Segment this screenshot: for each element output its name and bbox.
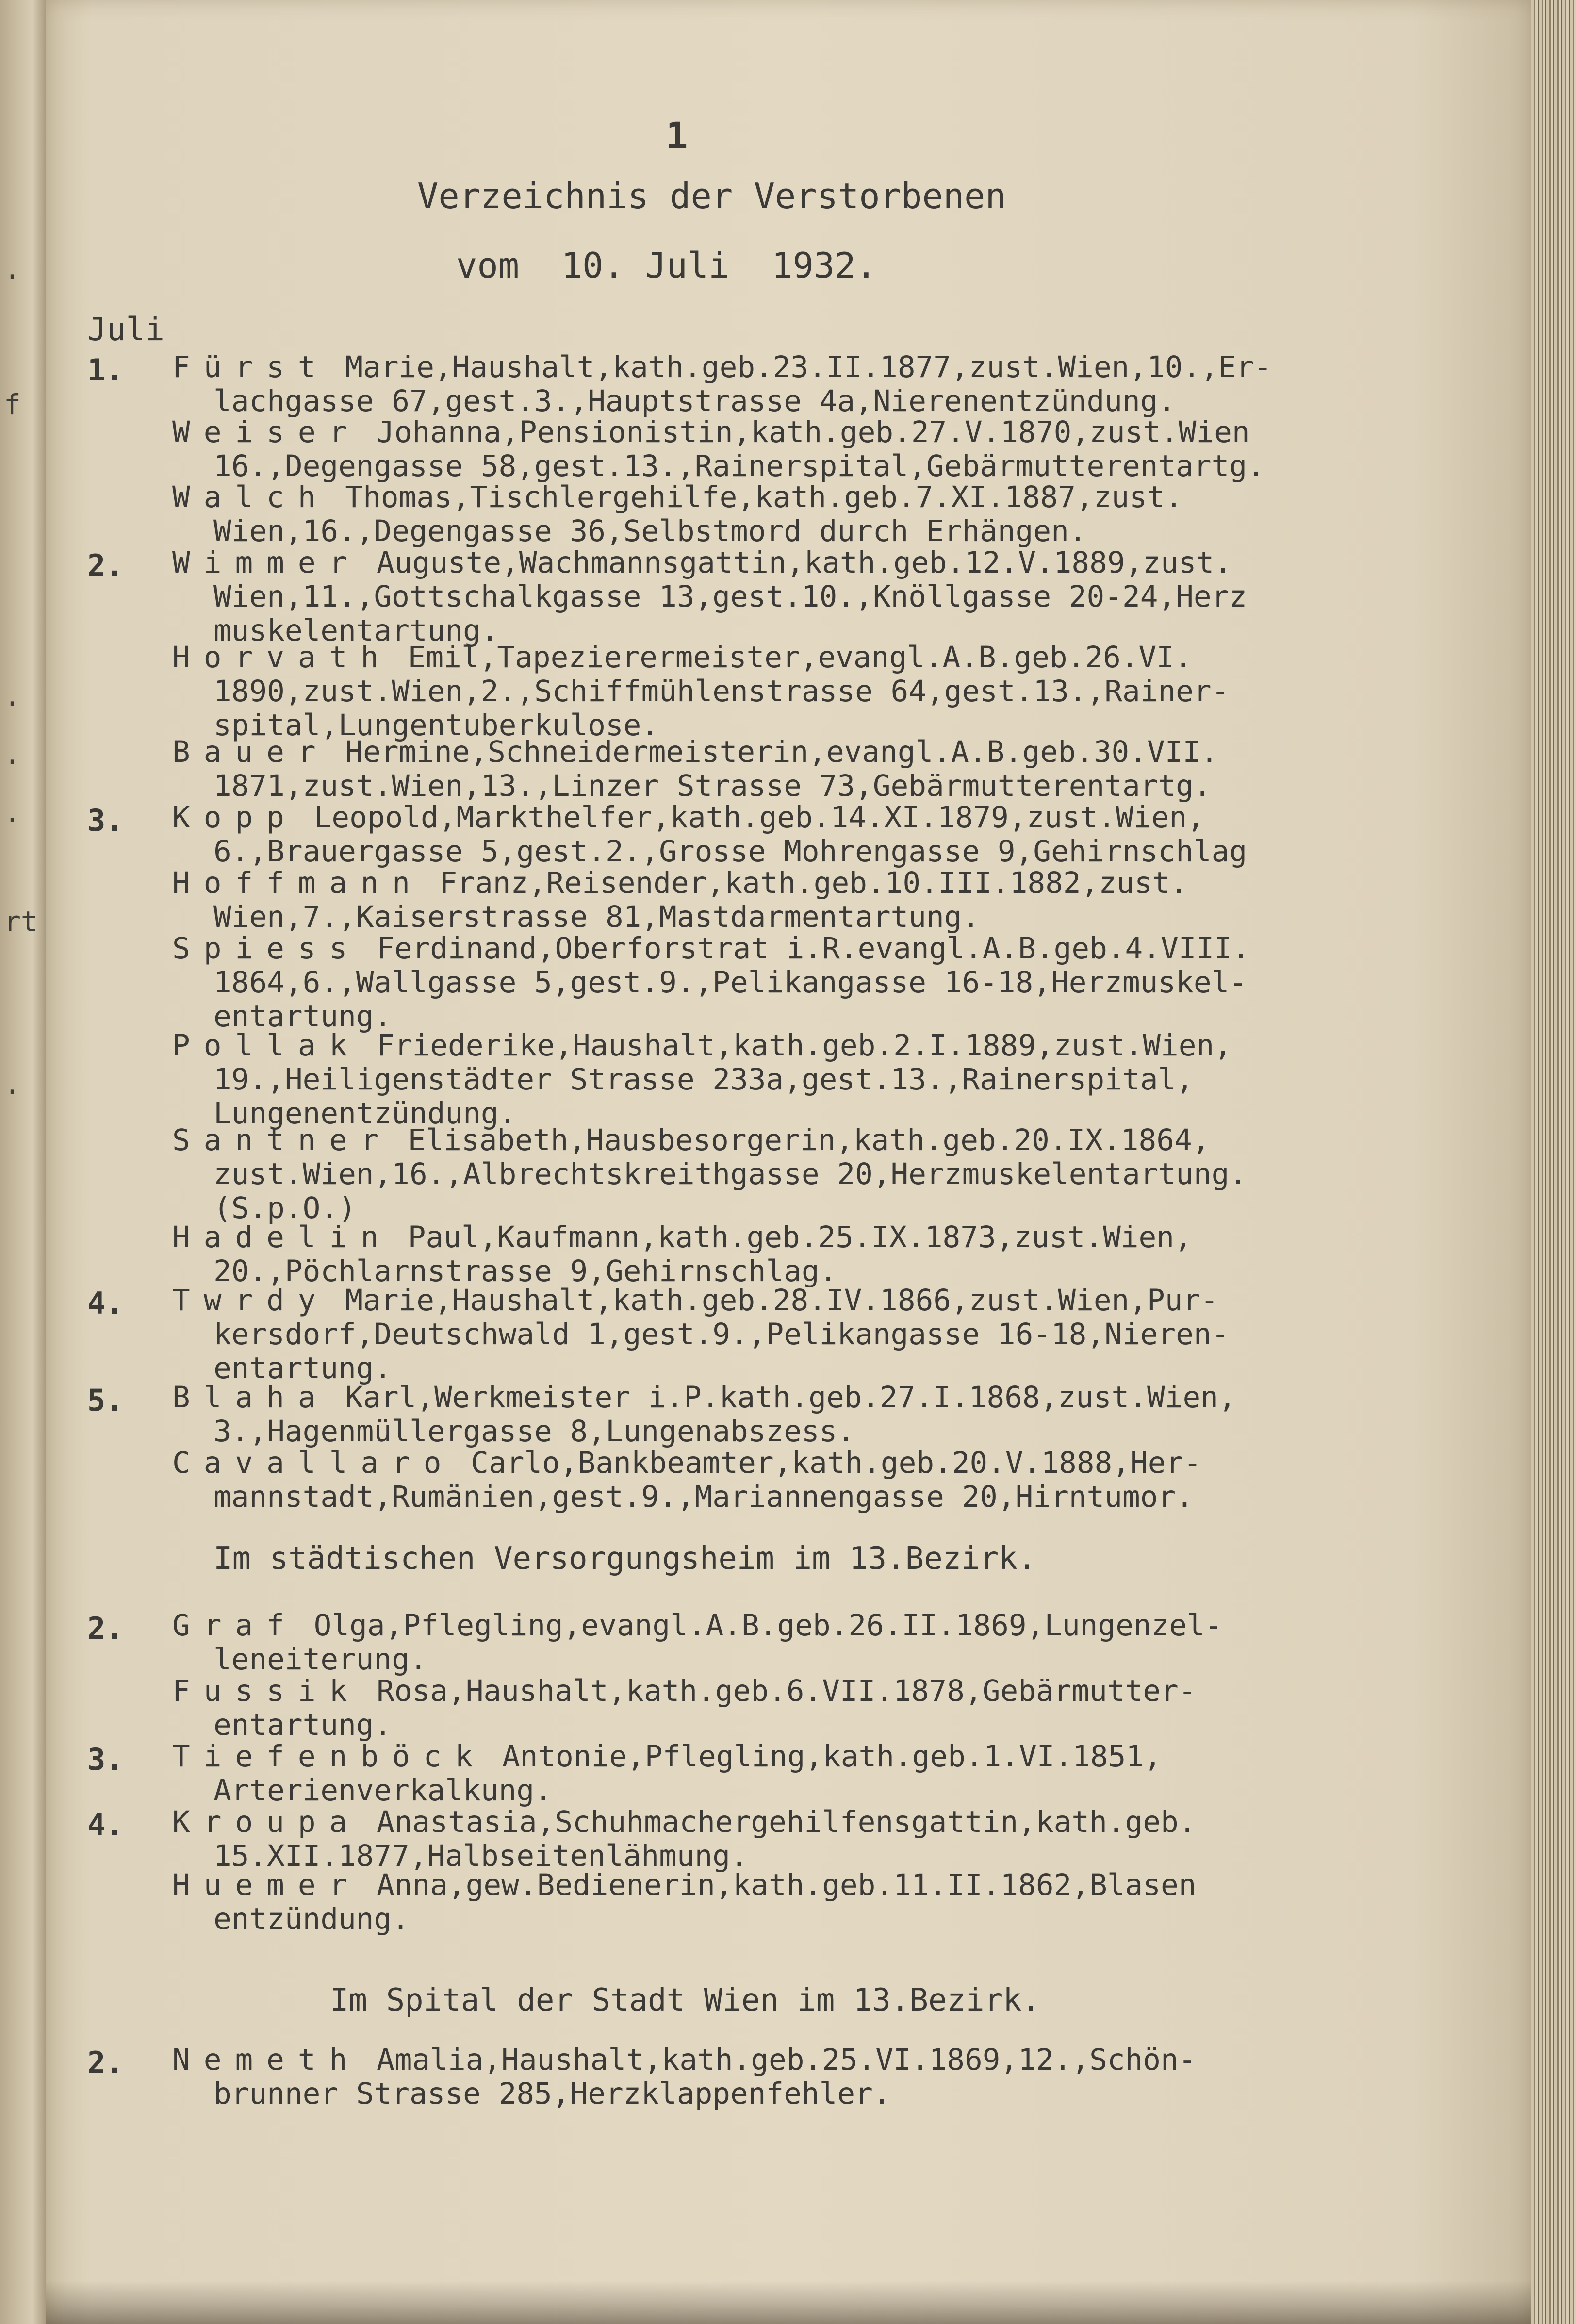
entry-line: kersdorf,Deutschwald 1,gest.9.,Pelikangasse 16-18,Nieren- bbox=[213, 1317, 1230, 1352]
page-bottom-shadow bbox=[46, 2281, 1531, 2324]
entry-line: Cavallaro Carlo,Bankbeamter,kath.geb.20.V.1888,Her- bbox=[172, 1446, 1201, 1480]
register-entry bbox=[172, 1740, 1444, 1808]
register-entry bbox=[172, 2043, 1444, 2111]
entry-day: 3. bbox=[87, 803, 124, 838]
entry-line: zust.Wien,16.,Albrechtskreithgasse 20,Herzmuskelentartung. bbox=[213, 1157, 1248, 1191]
entry-surname: Weiser bbox=[172, 415, 361, 449]
entry-line: spital,Lungentuberkulose. bbox=[213, 708, 659, 742]
entry-line: 1871,zust.Wien,13.,Linzer Strasse 73,Gebärmutterentartg. bbox=[213, 769, 1212, 803]
entry-line: leneiterung. bbox=[213, 1642, 427, 1677]
entry-line: Spiess Ferdinand,Oberforstrat i.R.evangl.A.B.geb.4.VIII. bbox=[172, 931, 1250, 966]
entry-day: 3. bbox=[87, 1742, 124, 1777]
entry-line: Blaha Karl,Werkmeister i.P.kath.geb.27.I.1868,zust.Wien, bbox=[172, 1380, 1236, 1415]
entry-line: Wien,16.,Degengasse 36,Selbstmord durch Erhängen. bbox=[213, 514, 1087, 548]
entry-line: Graf Olga,Pflegling,evangl.A.B.geb.26.II.1869,Lungenzel- bbox=[172, 1608, 1223, 1643]
entry-surname: Fürst bbox=[172, 350, 329, 384]
entry-line: 15.XII.1877,Halbseitenlähmung. bbox=[213, 1839, 748, 1873]
register-entry bbox=[172, 735, 1444, 803]
register-entry bbox=[172, 1674, 1444, 1742]
entry-line: Walch Thomas,Tischlergehilfe,kath.geb.7.XI.1887,zust. bbox=[172, 480, 1183, 514]
entry-line: Arterienverkalkung. bbox=[213, 1773, 552, 1808]
entry-surname: Hadelin bbox=[172, 1220, 393, 1254]
entry-line: Fürst Marie,Haushalt,kath.geb.23.II.1877,zust.Wien,10.,Er- bbox=[172, 350, 1272, 384]
entry-surname: Fussik bbox=[172, 1674, 361, 1708]
entry-surname: Pollak bbox=[172, 1028, 361, 1063]
entry-surname: Graf bbox=[172, 1608, 298, 1643]
left-page-fragment: rt bbox=[4, 905, 38, 938]
entry-line: Horvath Emil,Tapezierermeister,evangl.A.B.geb.26.VI. bbox=[172, 640, 1192, 675]
left-page-fragment: f bbox=[4, 388, 21, 421]
page-number: 1 bbox=[666, 114, 688, 157]
entry-surname: Spiess bbox=[172, 931, 361, 966]
entry-day: 1. bbox=[87, 352, 124, 388]
entry-surname: Cavallaro bbox=[172, 1446, 455, 1480]
register-entry bbox=[172, 1381, 1444, 1449]
entry-surname: Huemer bbox=[172, 1868, 361, 1902]
entry-surname: Nemeth bbox=[172, 2043, 361, 2077]
register-entry bbox=[172, 1805, 1444, 1873]
left-page-fragment: . bbox=[4, 796, 21, 829]
entry-line: 1864,6.,Wallgasse 5,gest.9.,Pelikangasse 16-18,Herzmuskel- bbox=[213, 965, 1248, 1000]
entry-line: Twrdy Marie,Haushalt,kath.geb.28.IV.1866,zust.Wien,Pur- bbox=[172, 1283, 1218, 1318]
entry-line: mannstadt,Rumänien,gest.9.,Mariannengasse 20,Hirntumor. bbox=[213, 1480, 1194, 1514]
entry-surname: Bauer bbox=[172, 735, 329, 769]
left-page-fragment: . bbox=[4, 738, 21, 771]
entry-surname: Kroupa bbox=[172, 1805, 361, 1839]
entry-day: 2. bbox=[87, 2045, 124, 2080]
register-entry bbox=[172, 1609, 1444, 1677]
entry-line: Kroupa Anastasia,Schuhmachergehilfensgattin,kath.geb. bbox=[172, 1805, 1197, 1839]
register-entry bbox=[172, 1868, 1444, 1936]
entry-surname: Twrdy bbox=[172, 1283, 329, 1318]
section-heading-versorgungsheim: Im städtischen Versorgungsheim im 13.Bezirk. bbox=[213, 1541, 1036, 1577]
left-page-edge bbox=[0, 0, 46, 2324]
entry-day: 5. bbox=[87, 1383, 124, 1418]
register-entry bbox=[172, 932, 1444, 1034]
entry-line: 19.,Heiligenstädter Strasse 233a,gest.13.,Rainerspital, bbox=[213, 1062, 1194, 1097]
register-entry bbox=[172, 415, 1444, 483]
register-entry bbox=[172, 480, 1444, 548]
entry-line: (S.p.O.) bbox=[213, 1191, 356, 1225]
register-entry bbox=[172, 866, 1444, 934]
entry-line: Pollak Friederike,Haushalt,kath.geb.2.I.1889,zust.Wien, bbox=[172, 1028, 1232, 1063]
entry-line: entzündung. bbox=[213, 1902, 410, 1936]
entry-line: brunner Strasse 285,Herzklappenfehler. bbox=[213, 2077, 891, 2111]
entry-line: Lungenentzündung. bbox=[213, 1096, 517, 1131]
left-page-fragment: . bbox=[4, 1068, 21, 1101]
entry-surname: Horvath bbox=[172, 640, 393, 675]
entry-line: 16.,Degengasse 58,gest.13.,Rainerspital,Gebärmutterentartg. bbox=[213, 449, 1265, 483]
left-page-fragment: . bbox=[4, 252, 21, 285]
section-heading-spital: Im Spital der Stadt Wien im 13.Bezirk. bbox=[330, 1982, 1041, 2018]
register-entry bbox=[172, 1446, 1444, 1514]
entry-line: Hadelin Paul,Kaufmann,kath.geb.25.IX.1873,zust.Wien, bbox=[172, 1220, 1192, 1254]
entry-line: Wien,7.,Kaiserstrasse 81,Mastdarmentartung. bbox=[213, 900, 980, 934]
entry-line: Weiser Johanna,Pensionistin,kath.geb.27.V.1870,zust.Wien bbox=[172, 415, 1250, 449]
entry-line: Tiefenböck Antonie,Pflegling,kath.geb.1.VI.1851, bbox=[172, 1739, 1162, 1774]
entry-surname: Kopp bbox=[172, 800, 298, 835]
entry-day: 2. bbox=[87, 1611, 124, 1646]
entry-line: Fussik Rosa,Haushalt,kath.geb.6.VII.1878,Gebärmutter- bbox=[172, 1674, 1197, 1708]
entry-surname: Tiefenböck bbox=[172, 1739, 487, 1774]
entry-day: 4. bbox=[87, 1807, 124, 1843]
entry-line: Santner Elisabeth,Hausbesorgerin,kath.geb.20.IX.1864, bbox=[172, 1123, 1210, 1157]
left-page-fragment: . bbox=[4, 679, 21, 712]
entry-line: entartung. bbox=[213, 1708, 392, 1742]
entry-surname: Hoffmann bbox=[172, 866, 424, 900]
document-subtitle: vom 10. Juli 1932. bbox=[456, 245, 877, 286]
entry-line: Wien,11.,Gottschalkgasse 13,gest.10.,Knöllgasse 20-24,Herz bbox=[213, 579, 1248, 614]
document-title: Verzeichnis der Verstorbenen bbox=[417, 176, 1006, 216]
entry-line: muskelentartung. bbox=[213, 613, 499, 648]
register-entry bbox=[172, 1029, 1444, 1131]
month-label: Juli bbox=[87, 311, 164, 348]
register-entry bbox=[172, 641, 1444, 742]
entry-line: Nemeth Amalia,Haushalt,kath.geb.25.VI.1869,12.,Schön- bbox=[172, 2043, 1197, 2077]
entry-line: 1890,zust.Wien,2.,Schiffmühlenstrasse 64,gest.13.,Rainer- bbox=[213, 674, 1230, 709]
entry-surname: Santner bbox=[172, 1123, 393, 1157]
entry-line: entartung. bbox=[213, 999, 392, 1034]
entry-day: 2. bbox=[87, 548, 124, 583]
register-entry bbox=[172, 1284, 1444, 1385]
register-entry bbox=[172, 1123, 1444, 1225]
entry-line: Wimmer Auguste,Wachmannsgattin,kath.geb.12.V.1889,zust. bbox=[172, 545, 1232, 580]
entry-line: Huemer Anna,gew.Bedienerin,kath.geb.11.II.1862,Blasen bbox=[172, 1868, 1197, 1902]
entry-surname: Walch bbox=[172, 480, 329, 514]
entry-line: 20.,Pöchlarnstrasse 9,Gehirnschlag. bbox=[213, 1254, 837, 1288]
entry-line: 3.,Hagenmüllergasse 8,Lungenabszess. bbox=[213, 1414, 855, 1449]
entry-line: Kopp Leopold,Markthelfer,kath.geb.14.XI.1879,zust.Wien, bbox=[172, 800, 1205, 835]
entry-surname: Blaha bbox=[172, 1380, 329, 1415]
entry-day: 4. bbox=[87, 1286, 124, 1321]
entry-surname: Wimmer bbox=[172, 545, 361, 580]
register-entry bbox=[172, 350, 1444, 418]
register-entry bbox=[172, 801, 1444, 869]
entry-line: entartung. bbox=[213, 1351, 392, 1385]
register-entry bbox=[172, 1220, 1444, 1288]
entry-line: lachgasse 67,gest.3.,Hauptstrasse 4a,Nierenentzündung. bbox=[213, 384, 1176, 418]
entry-line: Hoffmann Franz,Reisender,kath.geb.10.III.1882,zust. bbox=[172, 866, 1188, 900]
page-stack-edges bbox=[1531, 0, 1576, 2324]
entry-line: Bauer Hermine,Schneidermeisterin,evangl.A.B.geb.30.VII. bbox=[172, 735, 1218, 769]
register-entry bbox=[172, 546, 1444, 648]
entry-line: 6.,Brauergasse 5,gest.2.,Grosse Mohrengasse 9,Gehirnschlag bbox=[213, 834, 1248, 869]
